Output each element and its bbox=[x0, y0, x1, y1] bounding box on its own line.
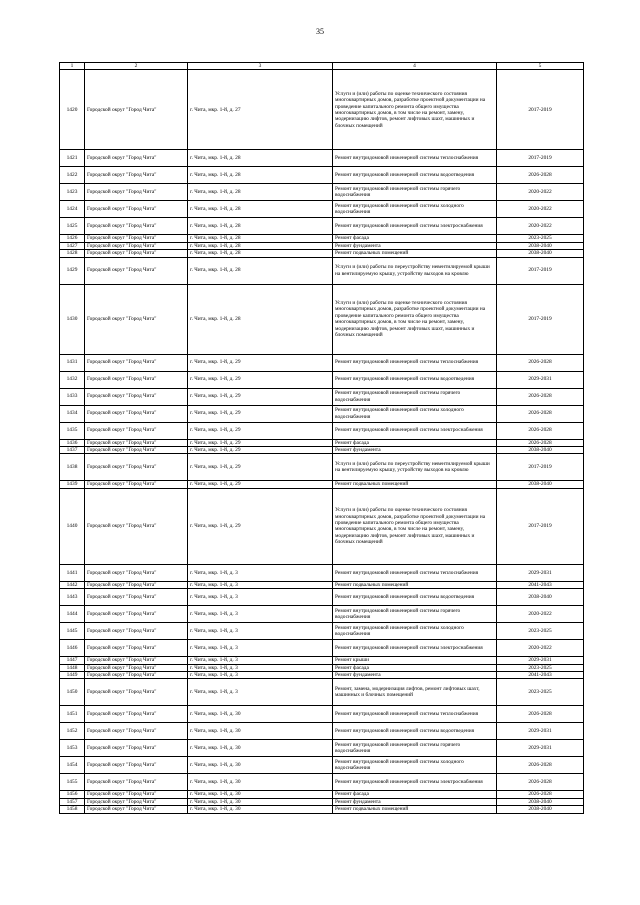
work-type-cell: Ремонт фундамента bbox=[333, 798, 497, 805]
work-type-cell: Ремонт внутридомовой инженерной системы теплоснабжения bbox=[333, 706, 497, 723]
address-cell: г. Чита, мкр. 1-й, д. 3 bbox=[188, 672, 333, 679]
work-type-cell: Услуги и (или) работы по оценке технического состояния многоквартирных домов, разработке проектной документации на проведение капитального ремонта общего имущества многоквартирных домов, в том числе на ремонт, замену, модернизацию лифтов, ремонт лифтовых шахт, машинных и блочных помещений bbox=[333, 70, 497, 150]
municipality-cell: Городской округ "Город Чита" bbox=[85, 250, 188, 257]
period-cell: 2023-2025 bbox=[497, 664, 584, 671]
work-type-cell: Услуги и (или) работы по переустройству невентилируемой крыши на вентилируемую крышу, устройству выходов на кровлю bbox=[333, 257, 497, 284]
table-row bbox=[60, 439, 584, 446]
row-number: 1426 bbox=[60, 235, 85, 242]
period-cell: 2041-2043 bbox=[497, 581, 584, 588]
address-cell: г. Чита, мкр. 1-й, д. 28 bbox=[188, 242, 333, 249]
row-number: 1434 bbox=[60, 405, 85, 422]
municipality-cell: Городской округ "Город Чита" bbox=[85, 439, 188, 446]
municipality-cell: Городской округ "Город Чита" bbox=[85, 405, 188, 422]
period-cell: 2038-2040 bbox=[497, 589, 584, 606]
table-row bbox=[60, 606, 584, 623]
period-cell: 2038-2040 bbox=[497, 447, 584, 454]
work-type-cell: Ремонт фасада bbox=[333, 791, 497, 798]
municipality-cell: Городской округ "Город Чита" bbox=[85, 184, 188, 201]
work-type-cell: Ремонт подвальных помещений bbox=[333, 581, 497, 588]
column-header: 1 bbox=[60, 63, 85, 70]
row-number: 1440 bbox=[60, 488, 85, 564]
municipality-cell: Городской округ "Город Чита" bbox=[85, 201, 188, 218]
row-number: 1421 bbox=[60, 150, 85, 167]
work-type-cell: Ремонт, замена, модернизация лифтов, ремонт лифтовых шахт, машинных и блочных помещений bbox=[333, 679, 497, 706]
work-type-cell: Ремонт внутридомовой инженерной системы горячего водоснабжения bbox=[333, 606, 497, 623]
row-number: 1443 bbox=[60, 589, 85, 606]
table-row bbox=[60, 388, 584, 405]
row-number: 1439 bbox=[60, 481, 85, 488]
address-cell: г. Чита, мкр. 1-й, д. 3 bbox=[188, 606, 333, 623]
period-cell: 2017-2019 bbox=[497, 284, 584, 354]
municipality-cell: Городской округ "Город Чита" bbox=[85, 606, 188, 623]
row-number: 1454 bbox=[60, 757, 85, 774]
address-cell: г. Чита, мкр. 1-й, д. 30 bbox=[188, 740, 333, 757]
period-cell: 2020-2022 bbox=[497, 606, 584, 623]
municipality-cell: Городской округ "Город Чита" bbox=[85, 757, 188, 774]
period-cell: 2026-2028 bbox=[497, 757, 584, 774]
municipality-cell: Городской округ "Город Чита" bbox=[85, 723, 188, 740]
row-number: 1436 bbox=[60, 439, 85, 446]
work-type-cell: Ремонт внутридомовой инженерной системы горячего водоснабжения bbox=[333, 184, 497, 201]
address-cell: г. Чита, мкр. 1-й, д. 3 bbox=[188, 581, 333, 588]
table-row bbox=[60, 798, 584, 805]
row-number: 1457 bbox=[60, 798, 85, 805]
municipality-cell: Городской округ "Город Чита" bbox=[85, 564, 188, 581]
period-cell: 2020-2022 bbox=[497, 184, 584, 201]
table-row bbox=[60, 371, 584, 388]
table-row bbox=[60, 791, 584, 798]
period-cell: 2029-2031 bbox=[497, 723, 584, 740]
work-type-cell: Ремонт фундамента bbox=[333, 447, 497, 454]
municipality-cell: Городской округ "Город Чита" bbox=[85, 235, 188, 242]
address-cell: г. Чита, мкр. 1-й, д. 3 bbox=[188, 564, 333, 581]
row-number: 1427 bbox=[60, 242, 85, 249]
table-row bbox=[60, 422, 584, 439]
address-cell: г. Чита, мкр. 1-й, д. 29 bbox=[188, 422, 333, 439]
row-number: 1420 bbox=[60, 70, 85, 150]
table-row bbox=[60, 150, 584, 167]
period-cell: 2029-2031 bbox=[497, 740, 584, 757]
period-cell: 2026-2028 bbox=[497, 439, 584, 446]
municipality-cell: Городской округ "Город Чита" bbox=[85, 679, 188, 706]
table-row bbox=[60, 564, 584, 581]
period-cell: 2026-2028 bbox=[497, 774, 584, 791]
table-row bbox=[60, 201, 584, 218]
table-row bbox=[60, 257, 584, 284]
work-type-cell: Ремонт внутридомовой инженерной системы теплоснабжения bbox=[333, 354, 497, 371]
table-row bbox=[60, 354, 584, 371]
address-cell: г. Чита, мкр. 1-й, д. 29 bbox=[188, 439, 333, 446]
municipality-cell: Городской округ "Город Чита" bbox=[85, 581, 188, 588]
period-cell: 2017-2019 bbox=[497, 70, 584, 150]
table-row bbox=[60, 405, 584, 422]
table-row bbox=[60, 184, 584, 201]
period-cell: 2029-2031 bbox=[497, 564, 584, 581]
municipality-cell: Городской округ "Город Чита" bbox=[85, 806, 188, 813]
period-cell: 2038-2040 bbox=[497, 798, 584, 805]
address-cell: г. Чита, мкр. 1-й, д. 30 bbox=[188, 774, 333, 791]
municipality-cell: Городской округ "Город Чита" bbox=[85, 623, 188, 640]
table-row bbox=[60, 242, 584, 249]
table-row bbox=[60, 581, 584, 588]
municipality-cell: Городской округ "Город Чита" bbox=[85, 664, 188, 671]
work-type-cell: Ремонт внутридомовой инженерной системы электроснабжения bbox=[333, 774, 497, 791]
municipality-cell: Городской округ "Город Чита" bbox=[85, 371, 188, 388]
address-cell: г. Чита, мкр. 1-й, д. 27 bbox=[188, 70, 333, 150]
table-row bbox=[60, 806, 584, 813]
row-number: 1451 bbox=[60, 706, 85, 723]
table-row bbox=[60, 740, 584, 757]
municipality-cell: Городской округ "Город Чита" bbox=[85, 640, 188, 657]
work-type-cell: Ремонт фундамента bbox=[333, 242, 497, 249]
work-type-cell: Ремонт внутридомовой инженерной системы холодного водоснабжения bbox=[333, 405, 497, 422]
work-type-cell: Ремонт внутридомовой инженерной системы холодного водоснабжения bbox=[333, 623, 497, 640]
work-type-cell: Ремонт внутридомовой инженерной системы водоотведения bbox=[333, 371, 497, 388]
row-number: 1452 bbox=[60, 723, 85, 740]
municipality-cell: Городской округ "Город Чита" bbox=[85, 798, 188, 805]
municipality-cell: Городской округ "Город Чита" bbox=[85, 354, 188, 371]
capital-repair-table bbox=[59, 62, 584, 814]
row-number: 1449 bbox=[60, 672, 85, 679]
municipality-cell: Городской округ "Город Чита" bbox=[85, 774, 188, 791]
row-number: 1455 bbox=[60, 774, 85, 791]
address-cell: г. Чита, мкр. 1-й, д. 28 bbox=[188, 150, 333, 167]
municipality-cell: Городской округ "Город Чита" bbox=[85, 488, 188, 564]
period-cell: 2038-2040 bbox=[497, 250, 584, 257]
row-number: 1432 bbox=[60, 371, 85, 388]
table-row bbox=[60, 623, 584, 640]
address-cell: г. Чита, мкр. 1-й, д. 30 bbox=[188, 706, 333, 723]
period-cell: 2017-2019 bbox=[497, 150, 584, 167]
table-row bbox=[60, 481, 584, 488]
period-cell: 2020-2022 bbox=[497, 218, 584, 235]
address-cell: г. Чита, мкр. 1-й, д. 28 bbox=[188, 257, 333, 284]
municipality-cell: Городской округ "Город Чита" bbox=[85, 150, 188, 167]
column-header: 5 bbox=[497, 63, 584, 70]
table-row bbox=[60, 218, 584, 235]
work-type-cell: Ремонт внутридомовой инженерной системы горячего водоснабжения bbox=[333, 740, 497, 757]
address-cell: г. Чита, мкр. 1-й, д. 28 bbox=[188, 184, 333, 201]
row-number: 1429 bbox=[60, 257, 85, 284]
period-cell: 2026-2028 bbox=[497, 388, 584, 405]
row-number: 1458 bbox=[60, 806, 85, 813]
work-type-cell: Ремонт подвальных помещений bbox=[333, 481, 497, 488]
row-number: 1444 bbox=[60, 606, 85, 623]
period-cell: 2026-2028 bbox=[497, 405, 584, 422]
period-cell: 2026-2028 bbox=[497, 422, 584, 439]
period-cell: 2023-2025 bbox=[497, 235, 584, 242]
column-header: 4 bbox=[333, 63, 497, 70]
work-type-cell: Ремонт внутридомовой инженерной системы водоотведения bbox=[333, 167, 497, 184]
row-number: 1442 bbox=[60, 581, 85, 588]
work-type-cell: Услуги и (или) работы по оценке технического состояния многоквартирных домов, разработке проектной документации на проведение капитального ремонта общего имущества многоквартирных домов, в том числе на ремонт, замену, модернизацию лифтов, ремонт лифтовых шахт, машинных и блочных помещений bbox=[333, 488, 497, 564]
row-number: 1445 bbox=[60, 623, 85, 640]
address-cell: г. Чита, мкр. 1-й, д. 29 bbox=[188, 405, 333, 422]
municipality-cell: Городской округ "Город Чита" bbox=[85, 791, 188, 798]
table-row bbox=[60, 757, 584, 774]
work-type-cell: Ремонт внутридомовой инженерной системы горячего водоснабжения bbox=[333, 388, 497, 405]
table-row bbox=[60, 235, 584, 242]
address-cell: г. Чита, мкр. 1-й, д. 3 bbox=[188, 623, 333, 640]
table-row bbox=[60, 723, 584, 740]
period-cell: 2023-2025 bbox=[497, 679, 584, 706]
work-type-cell: Ремонт внутридомовой инженерной системы теплоснабжения bbox=[333, 150, 497, 167]
work-type-cell: Ремонт фасада bbox=[333, 664, 497, 671]
table-row bbox=[60, 664, 584, 671]
row-number: 1447 bbox=[60, 657, 85, 664]
address-cell: г. Чита, мкр. 1-й, д. 28 bbox=[188, 201, 333, 218]
row-number: 1430 bbox=[60, 284, 85, 354]
work-type-cell: Ремонт внутридомовой инженерной системы водоотведения bbox=[333, 723, 497, 740]
address-cell: г. Чита, мкр. 1-й, д. 29 bbox=[188, 488, 333, 564]
row-number: 1450 bbox=[60, 679, 85, 706]
period-cell: 2017-2019 bbox=[497, 454, 584, 481]
row-number: 1448 bbox=[60, 664, 85, 671]
table-header-row bbox=[60, 63, 584, 70]
work-type-cell: Ремонт крыши bbox=[333, 657, 497, 664]
row-number: 1423 bbox=[60, 184, 85, 201]
address-cell: г. Чита, мкр. 1-й, д. 3 bbox=[188, 679, 333, 706]
municipality-cell: Городской округ "Город Чита" bbox=[85, 672, 188, 679]
row-number: 1446 bbox=[60, 640, 85, 657]
municipality-cell: Городской округ "Город Чита" bbox=[85, 657, 188, 664]
work-type-cell: Ремонт подвальных помещений bbox=[333, 806, 497, 813]
address-cell: г. Чита, мкр. 1-й, д. 3 bbox=[188, 640, 333, 657]
municipality-cell: Городской округ "Город Чита" bbox=[85, 388, 188, 405]
row-number: 1428 bbox=[60, 250, 85, 257]
table-row bbox=[60, 250, 584, 257]
row-number: 1441 bbox=[60, 564, 85, 581]
address-cell: г. Чита, мкр. 1-й, д. 3 bbox=[188, 664, 333, 671]
work-type-cell: Услуги и (или) работы по переустройству невентилируемой крыши на вентилируемую крышу, устройству выходов на кровлю bbox=[333, 454, 497, 481]
row-number: 1431 bbox=[60, 354, 85, 371]
period-cell: 2038-2040 bbox=[497, 481, 584, 488]
address-cell: г. Чита, мкр. 1-й, д. 28 bbox=[188, 167, 333, 184]
work-type-cell: Ремонт подвальных помещений bbox=[333, 250, 497, 257]
work-type-cell: Ремонт внутридомовой инженерной системы электроснабжения bbox=[333, 422, 497, 439]
municipality-cell: Городской округ "Город Чита" bbox=[85, 218, 188, 235]
table-row bbox=[60, 672, 584, 679]
table-row bbox=[60, 70, 584, 150]
column-header: 2 bbox=[85, 63, 188, 70]
address-cell: г. Чита, мкр. 1-й, д. 28 bbox=[188, 250, 333, 257]
table-row bbox=[60, 284, 584, 354]
municipality-cell: Городской округ "Город Чита" bbox=[85, 422, 188, 439]
address-cell: г. Чита, мкр. 1-й, д. 29 bbox=[188, 371, 333, 388]
period-cell: 2026-2028 bbox=[497, 354, 584, 371]
work-type-cell: Ремонт внутридомовой инженерной системы холодного водоснабжения bbox=[333, 757, 497, 774]
row-number: 1438 bbox=[60, 454, 85, 481]
municipality-cell: Городской округ "Город Чита" bbox=[85, 167, 188, 184]
period-cell: 2017-2019 bbox=[497, 257, 584, 284]
municipality-cell: Городской округ "Город Чита" bbox=[85, 740, 188, 757]
period-cell: 2017-2019 bbox=[497, 488, 584, 564]
address-cell: г. Чита, мкр. 1-й, д. 29 bbox=[188, 354, 333, 371]
table-row bbox=[60, 488, 584, 564]
table-row bbox=[60, 454, 584, 481]
period-cell: 2029-2031 bbox=[497, 371, 584, 388]
page-number: 35 bbox=[316, 27, 324, 36]
address-cell: г. Чита, мкр. 1-й, д. 29 bbox=[188, 388, 333, 405]
municipality-cell: Городской округ "Город Чита" bbox=[85, 481, 188, 488]
municipality-cell: Городской округ "Город Чита" bbox=[85, 447, 188, 454]
address-cell: г. Чита, мкр. 1-й, д. 29 bbox=[188, 447, 333, 454]
row-number: 1422 bbox=[60, 167, 85, 184]
period-cell: 2020-2022 bbox=[497, 201, 584, 218]
municipality-cell: Городской округ "Город Чита" bbox=[85, 454, 188, 481]
period-cell: 2041-2043 bbox=[497, 672, 584, 679]
row-number: 1424 bbox=[60, 201, 85, 218]
period-cell: 2023-2025 bbox=[497, 623, 584, 640]
address-cell: г. Чита, мкр. 1-й, д. 28 bbox=[188, 235, 333, 242]
work-type-cell: Услуги и (или) работы по оценке технического состояния многоквартирных домов, разработке проектной документации на проведение капитального ремонта общего имущества многоквартирных домов, в том числе на ремонт, замену, модернизацию лифтов, ремонт лифтовых шахт, машинных и блочных помещений bbox=[333, 284, 497, 354]
municipality-cell: Городской округ "Город Чита" bbox=[85, 70, 188, 150]
work-type-cell: Ремонт внутридомовой инженерной системы теплоснабжения bbox=[333, 564, 497, 581]
address-cell: г. Чита, мкр. 1-й, д. 30 bbox=[188, 757, 333, 774]
municipality-cell: Городской округ "Город Чита" bbox=[85, 589, 188, 606]
period-cell: 2026-2028 bbox=[497, 706, 584, 723]
work-type-cell: Ремонт внутридомовой инженерной системы электроснабжения bbox=[333, 640, 497, 657]
table-row bbox=[60, 447, 584, 454]
work-type-cell: Ремонт фасада bbox=[333, 439, 497, 446]
address-cell: г. Чита, мкр. 1-й, д. 28 bbox=[188, 284, 333, 354]
address-cell: г. Чита, мкр. 1-й, д. 29 bbox=[188, 481, 333, 488]
table-row bbox=[60, 589, 584, 606]
work-type-cell: Ремонт внутридомовой инженерной системы электроснабжения bbox=[333, 218, 497, 235]
municipality-cell: Городской округ "Город Чита" bbox=[85, 284, 188, 354]
address-cell: г. Чита, мкр. 1-й, д. 3 bbox=[188, 657, 333, 664]
column-header: 3 bbox=[188, 63, 333, 70]
work-type-cell: Ремонт фундамента bbox=[333, 672, 497, 679]
municipality-cell: Городской округ "Город Чита" bbox=[85, 257, 188, 284]
table-row bbox=[60, 657, 584, 664]
period-cell: 2026-2028 bbox=[497, 167, 584, 184]
row-number: 1435 bbox=[60, 422, 85, 439]
address-cell: г. Чита, мкр. 1-й, д. 28 bbox=[188, 218, 333, 235]
period-cell: 2020-2022 bbox=[497, 640, 584, 657]
row-number: 1437 bbox=[60, 447, 85, 454]
table-row bbox=[60, 640, 584, 657]
address-cell: г. Чита, мкр. 1-й, д. 30 bbox=[188, 798, 333, 805]
address-cell: г. Чита, мкр. 1-й, д. 30 bbox=[188, 723, 333, 740]
work-type-cell: Ремонт внутридомовой инженерной системы водоотведения bbox=[333, 589, 497, 606]
row-number: 1425 bbox=[60, 218, 85, 235]
period-cell: 2029-2031 bbox=[497, 657, 584, 664]
municipality-cell: Городской округ "Город Чита" bbox=[85, 242, 188, 249]
table-row bbox=[60, 679, 584, 706]
address-cell: г. Чита, мкр. 1-й, д. 29 bbox=[188, 454, 333, 481]
work-type-cell: Ремонт внутридомовой инженерной системы холодного водоснабжения bbox=[333, 201, 497, 218]
table-row bbox=[60, 706, 584, 723]
municipality-cell: Городской округ "Город Чита" bbox=[85, 706, 188, 723]
work-type-cell: Ремонт фасада bbox=[333, 235, 497, 242]
row-number: 1433 bbox=[60, 388, 85, 405]
address-cell: г. Чита, мкр. 1-й, д. 30 bbox=[188, 806, 333, 813]
period-cell: 2038-2040 bbox=[497, 806, 584, 813]
row-number: 1453 bbox=[60, 740, 85, 757]
row-number: 1456 bbox=[60, 791, 85, 798]
table-row bbox=[60, 167, 584, 184]
address-cell: г. Чита, мкр. 1-й, д. 30 bbox=[188, 791, 333, 798]
table-row bbox=[60, 774, 584, 791]
address-cell: г. Чита, мкр. 1-й, д. 3 bbox=[188, 589, 333, 606]
period-cell: 2026-2028 bbox=[497, 791, 584, 798]
period-cell: 2038-2040 bbox=[497, 242, 584, 249]
